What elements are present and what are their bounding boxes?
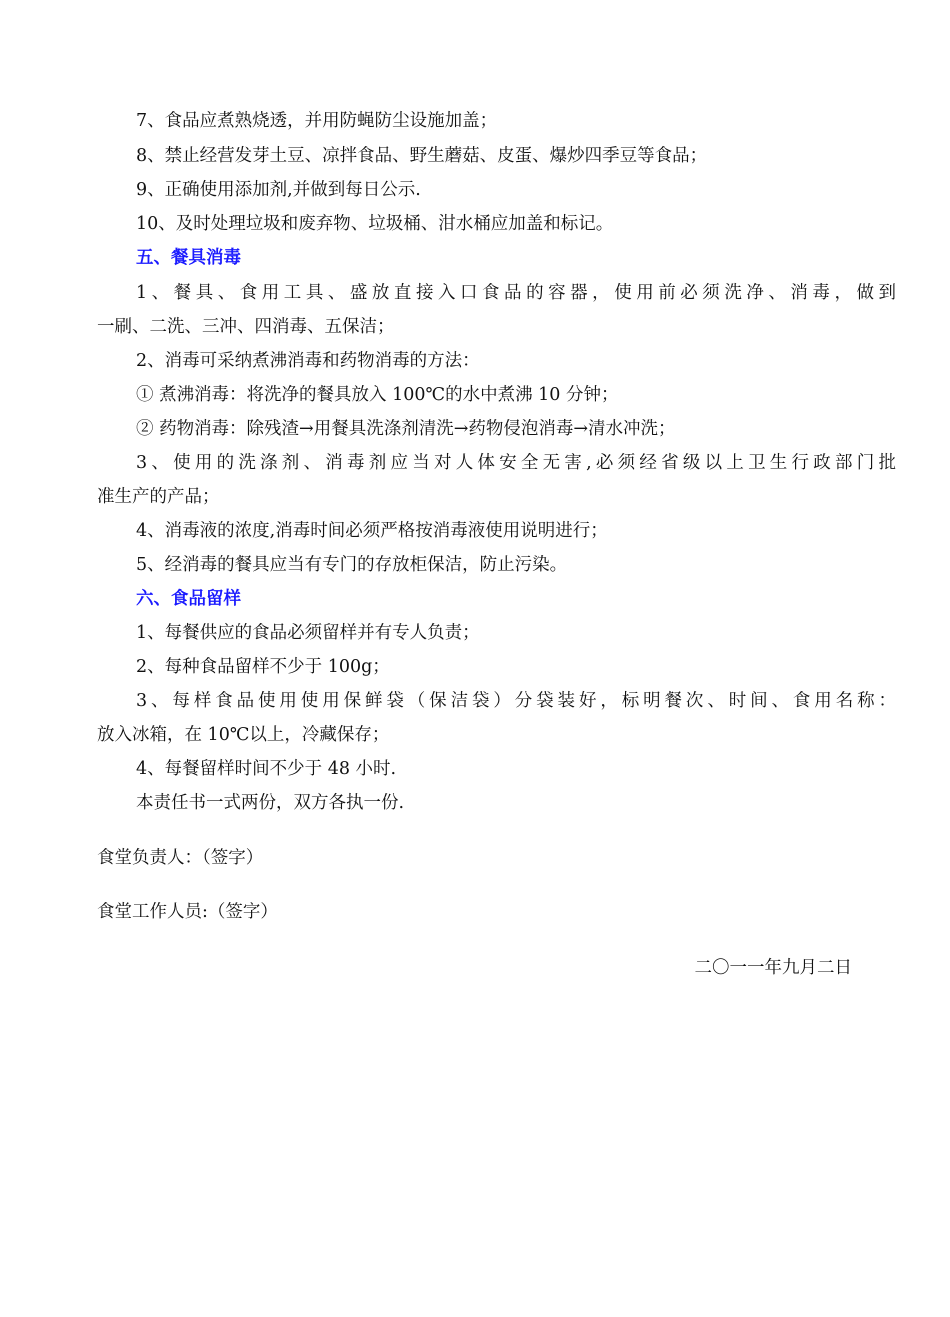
disinfection-item-4: 4、消毒液的浓度,消毒时间必须严格按消毒液使用说明进行；	[136, 521, 608, 541]
sampling-item-1: 1、每餐供应的食品必须留样并有专人负责；	[136, 623, 480, 643]
sampling-item-4: 4、每餐留样时间不少于 48 小时.	[136, 759, 397, 779]
sampling-item-3-line-2: 放入冰箱，在 10℃以上，冷藏保存；	[97, 725, 390, 745]
disinfection-item-2b: ② 药物消毒：除残渣→用餐具洗涤剂清洗→药物侵泡消毒→清水冲洗；	[136, 419, 676, 439]
rule-item-9: 9、正确使用添加剂,并做到每日公示.	[136, 180, 421, 200]
sampling-item-3-line-1: 3、每样食品使用使用保鲜袋（保洁袋）分袋装好，标明餐次、时间、食用名称：	[136, 691, 896, 711]
disinfection-item-3-line-2: 准生产的产品；	[97, 487, 220, 507]
disinfection-item-5: 5、经消毒的餐具应当有专门的存放柜保洁，防止污染。	[136, 555, 568, 575]
rule-item-7: 7、食品应煮熟烧透，并用防蝇防尘设施加盖；	[136, 111, 498, 131]
disinfection-item-2: 2、消毒可采纳煮沸消毒和药物消毒的方法：	[136, 351, 480, 371]
disinfection-item-2a: ① 煮沸消毒：将洗净的餐具放入 100℃的水中煮沸 10 分钟；	[136, 385, 619, 405]
section-heading-food-sampling: 六、食品留样	[136, 589, 241, 609]
copies-note: 本责任书一式两份，双方各执一份.	[136, 793, 405, 813]
canteen-staff-signature: 食堂工作人员:（签字）	[97, 902, 278, 922]
disinfection-item-1-line-2: 一刷、二洗、三冲、四消毒、五保洁；	[97, 317, 395, 337]
disinfection-item-3-line-1: 3、使用的洗涤剂、消毒剂应当对人体安全无害,必须经省级以上卫生行政部门批	[136, 453, 896, 473]
document-date: 二〇一一年九月二日	[694, 958, 852, 978]
rule-item-10: 10、及时处理垃圾和废弃物、垃圾桶、泔水桶应加盖和标记。	[136, 214, 614, 234]
rule-item-8: 8、禁止经营发芽土豆、凉拌食品、野生蘑菇、皮蛋、爆炒四季豆等食品；	[136, 146, 708, 166]
canteen-manager-signature: 食堂负责人：（签字）	[97, 848, 264, 868]
section-heading-tableware-disinfection: 五、餐具消毒	[136, 248, 241, 268]
sampling-item-2: 2、每种食品留样不少于 100g；	[136, 657, 390, 677]
disinfection-item-1-line-1: 1、餐具、食用工具、盛放直接入口食品的容器，使用前必须洗净、消毒，做到	[136, 283, 896, 303]
